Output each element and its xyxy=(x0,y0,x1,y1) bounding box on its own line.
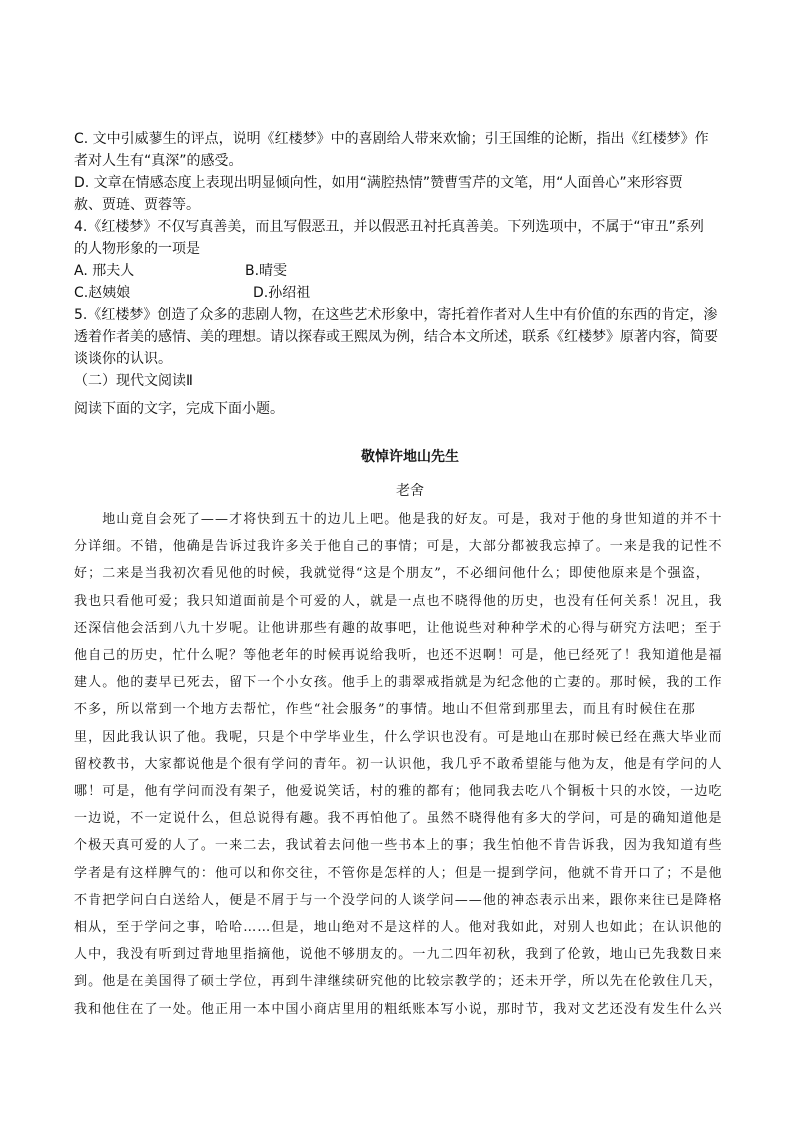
q3-option-d-line2: 赦、贾琏、贾蓉等。 xyxy=(74,197,200,213)
q4-option-a: A. 邢夫人 xyxy=(74,263,135,279)
q4-option-d: D.孙绍祖 xyxy=(253,285,311,301)
article-line: 他自己的历史，忙什么呢？等他老年的时候再说给我听，也还不迟啊！可是，他已经死了！我知道他是福 xyxy=(74,648,723,664)
q5-stem-line3: 谈谈你的认识。 xyxy=(74,351,172,367)
q4-option-b: B.晴雯 xyxy=(245,263,288,279)
article-line: 我也只看他可爱；我只知道面前是个可爱的人，就是一点也不晓得他的历史，也没有任何关系！况且，我 xyxy=(74,593,723,609)
article-title: 敬悼许地山先生 xyxy=(361,449,459,465)
article-line: 地山竟自会死了——才将快到五十的边儿上吧。他是我的好友。可是，我对于他的身世知道的并不十 xyxy=(74,512,723,527)
q4-option-c: C.赵姨娘 xyxy=(74,285,131,301)
q4-options-row2 xyxy=(74,282,724,304)
section-heading: （二）现代文阅读Ⅱ xyxy=(74,373,193,389)
article-line: 我和他住在了一处。他正用一本中国小商店里用的粗纸账本写小说，那时节，我对文艺还没有发生什么兴 xyxy=(74,1001,723,1017)
question-3-options-tail xyxy=(74,128,724,216)
q4-options-row1 xyxy=(74,260,724,282)
article-line: 建人。他的妻早已死去，留下一个小女孩。他手上的翡翠戒指就是为纪念他的亡妻的。那时候，我的工作 xyxy=(74,675,723,691)
q5-stem-line1: 5.《红楼梦》创造了众多的悲剧人物，在这些艺术形象中，寄托着作者对人生中有价值的东西的肯定，渗 xyxy=(74,307,718,323)
article-line: 个极天真可爱的人了。一来二去，我试着去问他一些书本上的事；我生怕他不肯告诉我，因为我知道有些 xyxy=(74,838,723,854)
article-line: 不多，所以常到一个地方去帮忙，作些“社会服务”的事情。地山不但常到那里去，而且有时候住在那 xyxy=(74,702,696,718)
q3-option-c-line2: 者对人生有“真深”的感受。 xyxy=(74,153,243,169)
q3-option-c-line1: C. 文中引威蓼生的评点，说明《红楼梦》中的喜剧给人带来欢愉；引王国维的论断，指出《红楼梦》作 xyxy=(74,131,709,147)
q3-option-d-line1: D. 文章在情感态度上表现出明显倾向性，如用“满腔热情”赞曹雪芹的文笔，用“人面兽心”来形容贾 xyxy=(74,175,683,191)
article-line: 还深信他会活到八九十岁呢。让他讲那些有趣的故事吧，让他说些对种种学术的心得与研究方法吧；至于 xyxy=(74,620,723,636)
question-4 xyxy=(74,216,724,304)
article-line: 学者是有这样脾气的：他可以和你交往，不管你是怎样的人；但是一提到学问，他就不肯开口了；不是他 xyxy=(74,865,723,881)
article-line: 好；二来是当我初次看见他的时候，我就觉得“这是个朋友”，不必细问他什么；即使他原来是个强盗， xyxy=(74,566,710,582)
q4-stem-line1: 4.《红楼梦》不仅写真善美，而且写假恶丑，并以假恶丑衬托真善美。下列选项中，不属于“审丑”系列 xyxy=(74,219,704,235)
q4-stem-line2: 的人物形象的一项是 xyxy=(74,241,200,257)
article-line: 留校教书，大家都说他是个很有学问的青年。初一认识他，我几乎不敢希望能与他为友，他是有学问的人 xyxy=(74,756,723,772)
article-line: 人中，我没有听到过背地里指摘他，说他不够朋友的。一九二四年初秋，我到了伦敦，地山已先我数日来 xyxy=(74,947,723,963)
section-instruction: 阅读下面的文字，完成下面小题。 xyxy=(74,401,284,417)
article-line: 到。他是在美国得了硕士学位，再到牛津继续研究他的比较宗教学的；还未开学，所以先在伦敦住几天， xyxy=(74,974,723,990)
article-line: 相从，至于学问之事，哈哈……但是，地山绝对不是这样的人。他对我如此，对别人也如此；在认识他的 xyxy=(74,920,723,936)
question-5 xyxy=(74,304,724,370)
exam-page xyxy=(74,128,724,1023)
article-line: 哪！可是，他有学问而没有架子，他爱说笑话，村的雅的都有；他同我去吃八个铜板十只的水饺，一边吃 xyxy=(74,784,723,800)
article-body xyxy=(74,506,724,1023)
article-author: 老舍 xyxy=(396,483,424,499)
q5-stem-line2: 透着作者美的感情、美的理想。请以探春或王熙凤为例，结合本文所述，联系《红楼梦》原著内容，简要 xyxy=(74,329,718,345)
article-line: 一边说，不一定说什么，但总说得有趣。我不再怕他了。虽然不晓得他有多大的学问，可是的确知道他是 xyxy=(74,811,723,827)
article-line: 不肯把学问白白送给人，便是不屑于与一个没学问的人谈学问——他的神态表示出来，跟你来往已是降格 xyxy=(74,892,723,908)
article-line: 分详细。不错，他确是告诉过我许多关于他自己的事情；可是，大部分都被我忘掉了。一来是我的记性不 xyxy=(74,539,723,555)
article-line: 里，因此我认识了他。我呢，只是个中学毕业生，什么学识也没有。可是地山在那时候已经在燕大毕业而 xyxy=(74,729,723,745)
